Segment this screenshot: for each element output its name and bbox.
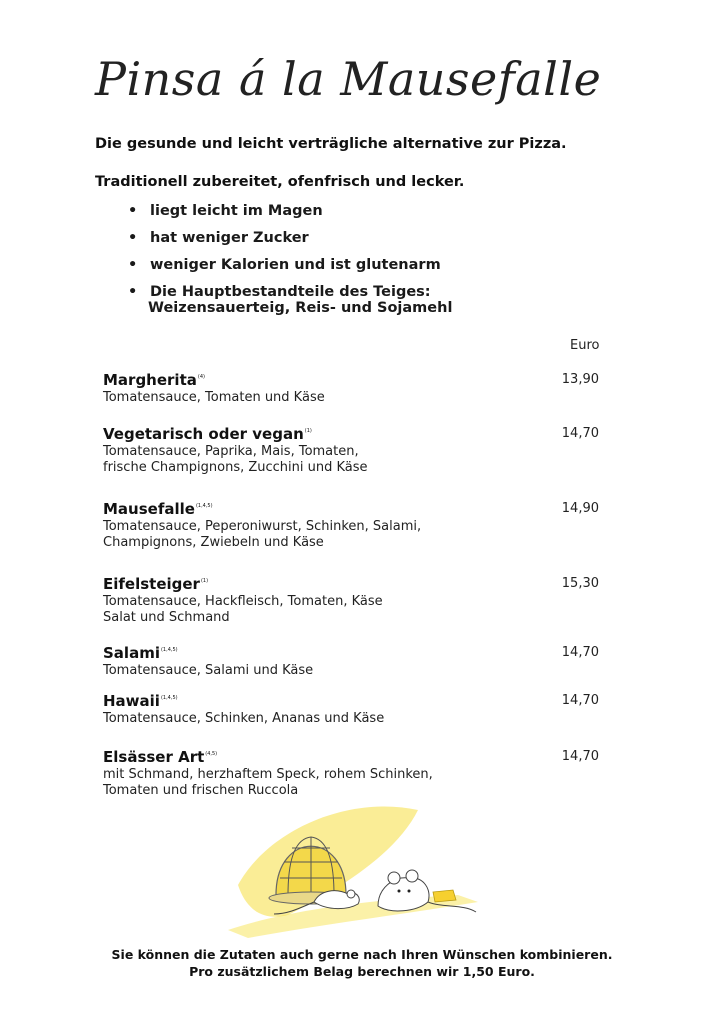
item-name: Elsässer Art$^{(4,5)}$ [103, 748, 218, 766]
item-price: 15,30 [561, 576, 599, 591]
list-item: • liegt leicht im Magen [128, 203, 323, 219]
bullet-icon: • [128, 284, 138, 300]
item-price: 13,90 [561, 372, 599, 387]
item-description: Tomatensauce, Peperoniwurst, Schinken, Salami, Champignons, Zwiebeln und Käse [103, 519, 422, 550]
item-name: Eifelsteiger$^{(1)}$ [103, 575, 209, 593]
item-name: Salami$^{(1,4,5)}$ [103, 644, 178, 662]
bullet-icon: • [128, 257, 138, 273]
item-description: Tomatensauce, Paprika, Mais, Tomaten, frische Champignons, Zucchini und Käse [103, 444, 368, 475]
item-name: Hawaii$^{(1,4,5)}$ [103, 692, 178, 710]
item-description: Tomatensauce, Salami und Käse [103, 663, 314, 678]
page-title: Pinsa á la Mausefalle [95, 52, 602, 106]
allergen-note: (1,4,5) [160, 647, 178, 653]
item-description: mit Schmand, herzhaftem Speck, rohem Schinken, Tomaten und frischen Ruccola [103, 767, 433, 798]
menu-item [103, 371, 603, 406]
currency-label: Euro [570, 338, 600, 353]
intro-line-2: Traditionell zubereitet, ofenfrisch und lecker. [95, 174, 465, 190]
allergen-note: (1,4,5) [160, 695, 178, 701]
footer-note-1: Sie können die Zutaten auch gerne nach Ihren Wünschen kombinieren. [111, 947, 613, 962]
item-name: Margherita$^{(4)}$ [103, 371, 205, 389]
allergen-note: (1,4,5) [195, 503, 213, 509]
item-name: Vegetarisch oder vegan$^{(1)}$ [103, 425, 312, 443]
allergen-note: (4) [197, 374, 205, 380]
menu-item [103, 575, 603, 625]
menu-item [103, 500, 603, 550]
menu-item [103, 644, 603, 679]
item-price: 14,70 [561, 693, 599, 708]
item-price: 14,70 [561, 426, 599, 441]
menu-item [103, 692, 603, 727]
footer-note-2: Pro zusätzlichem Belag berechnen wir 1,50 Euro. [189, 964, 535, 979]
allergen-note: (4,5) [205, 751, 218, 757]
list-item: • Die Hauptbestandteile des Teiges: Weizensauerteig, Reis- und Sojamehl [128, 284, 453, 316]
list-item: • weniger Kalorien und ist glutenarm [128, 257, 441, 273]
allergen-note: (1) [304, 428, 312, 434]
intro-line-1: Die gesunde und leicht verträgliche alternative zur Pizza. [95, 136, 567, 152]
item-description: Tomatensauce, Tomaten und Käse [103, 390, 325, 405]
bullet-icon: • [128, 230, 138, 246]
item-description: Tomatensauce, Schinken, Ananas und Käse [103, 711, 385, 726]
menu-item [103, 425, 603, 475]
bullet-sub-line: Weizensauerteig, Reis- und Sojamehl [148, 300, 453, 316]
item-price: 14,70 [561, 645, 599, 660]
item-price: 14,90 [561, 501, 599, 516]
item-description: Tomatensauce, Hackfleisch, Tomaten, Käse Salat und Schmand [103, 594, 383, 625]
item-price: 14,70 [561, 749, 599, 764]
item-name: Mausefalle$^{(1,4,5)}$ [103, 500, 213, 518]
mousetrap-mice-icon [228, 790, 496, 940]
allergen-note: (1) [200, 578, 209, 584]
benefits-list [128, 203, 452, 316]
bullet-icon: • [128, 203, 138, 219]
list-item: • hat weniger Zucker [128, 230, 309, 246]
